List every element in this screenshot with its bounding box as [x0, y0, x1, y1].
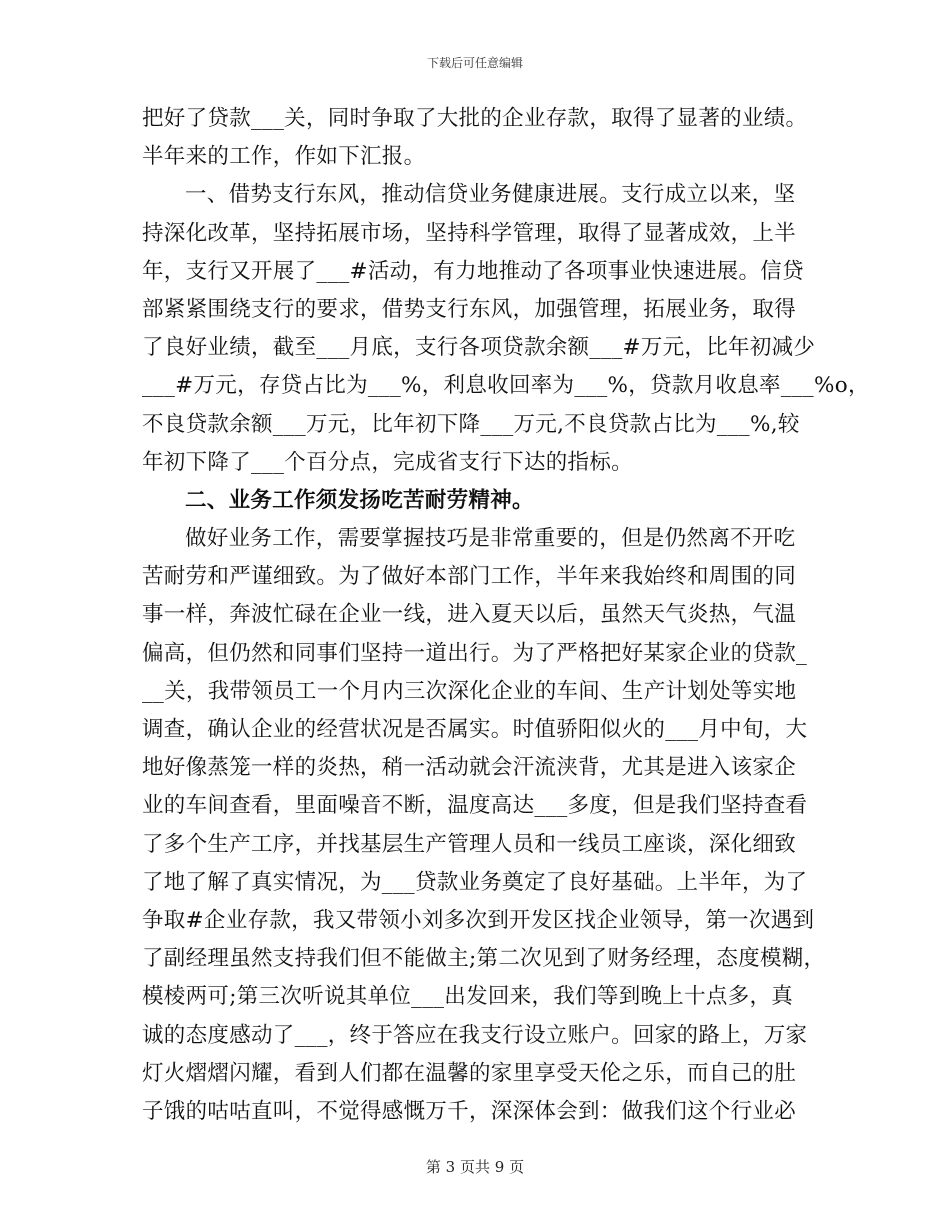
text-line: 了多个生产工序，并找基层生产管理人员和一线员工座谈，深化细致 — [142, 831, 797, 857]
text-line: 了副经理虽然支持我们但不能做主;第二次见到了财务经理，态度模糊， — [142, 946, 826, 972]
text-line: 持深化改革，坚持拓展市场，坚持科学管理，取得了显著成效，上半 — [142, 220, 797, 246]
text-line: 地好像蒸笼一样的炎热，稍一活动就会汗流浃背，尤其是进入该家企 — [142, 755, 797, 781]
text-line: 偏高，但仍然和同事们坚持一道出行。为了严格把好某家企业的贷款_ — [142, 640, 808, 666]
text-line: 苦耐劳和严谨细致。为了做好本部门工作，半年来我始终和周围的同 — [142, 564, 797, 590]
text-line: 半年来的工作，作如下汇报。 — [142, 144, 426, 170]
text-line: __关，我带领员工一个月内三次深化企业的车间、生产计划处等实地 — [142, 678, 797, 704]
page-footer: 第 3 页共 9 页 — [425, 1158, 525, 1176]
text-line: 争取#企业存款，我又带领小刘多次到开发区找企业领导，第一次遇到 — [142, 907, 815, 933]
text-line: 年初下降了___个百分点，完成省支行下达的指标。 — [142, 449, 633, 475]
text-line: 诚的态度感动了___，终于答应在我支行设立账户。回家的路上，万家 — [142, 1022, 808, 1048]
text-line: ___#万元，存贷占比为___%，利息收回率为___%，贷款月收息率___%o， — [142, 373, 870, 399]
text-line: 年，支行又开展了___#活动，有力地推动了各项事业快速进展。信贷 — [142, 258, 804, 284]
page-header: 下载后可任意编辑 — [426, 56, 523, 70]
text-line: 做好业务工作，需要掌握技巧是非常重要的，但是仍然离不开吃 — [185, 526, 796, 552]
text-line: 了良好业绩，截至___月底，支行各项贷款余额___#万元，比年初减少 — [142, 335, 816, 361]
text-line: 把好了贷款___关，同时争取了大批的企业存款，取得了显著的业绩。 — [142, 106, 808, 131]
text-line: 灯火熠熠闪耀，看到人们都在温馨的家里享受天伦之乐，而自己的肚 — [142, 1060, 797, 1086]
text-line: 业的车间查看，里面噪音不断，温度高达___多度，但是我们坚持查看 — [142, 793, 808, 819]
text-line: 一、借势支行东风，推动信贷业务健康进展。支行成立以来，坚 — [185, 182, 796, 208]
text-line: 调查，确认企业的经营状况是否属实。时值骄阳似火的___月中旬，大 — [142, 717, 808, 742]
text-line: 了地了解了真实情况，为___贷款业务奠定了良好基础。上半年，为了 — [142, 869, 808, 895]
text-line: 子饿的咕咕直叫，不觉得感慨万千，深深体会到：做我们这个行业必 — [142, 1098, 797, 1124]
text-line: 不良贷款余额___万元，比年初下降___万元,不良贷款占比为___%,较 — [142, 411, 800, 437]
section-heading: 二、业务工作须发扬吃苦耐劳精神。 — [185, 487, 534, 513]
text-line: 模棱两可;第三次听说其单位___出发回来，我们等到晚上十点多，真 — [142, 984, 794, 1010]
text-line: 部紧紧围绕支行的要求，借势支行东风，加强管理，拓展业务，取得 — [142, 296, 797, 322]
text-line: 事一样，奔波忙碌在企业一线，进入夏天以后，虽然天气炎热，气温 — [142, 602, 797, 628]
document-body — [142, 100, 870, 1131]
